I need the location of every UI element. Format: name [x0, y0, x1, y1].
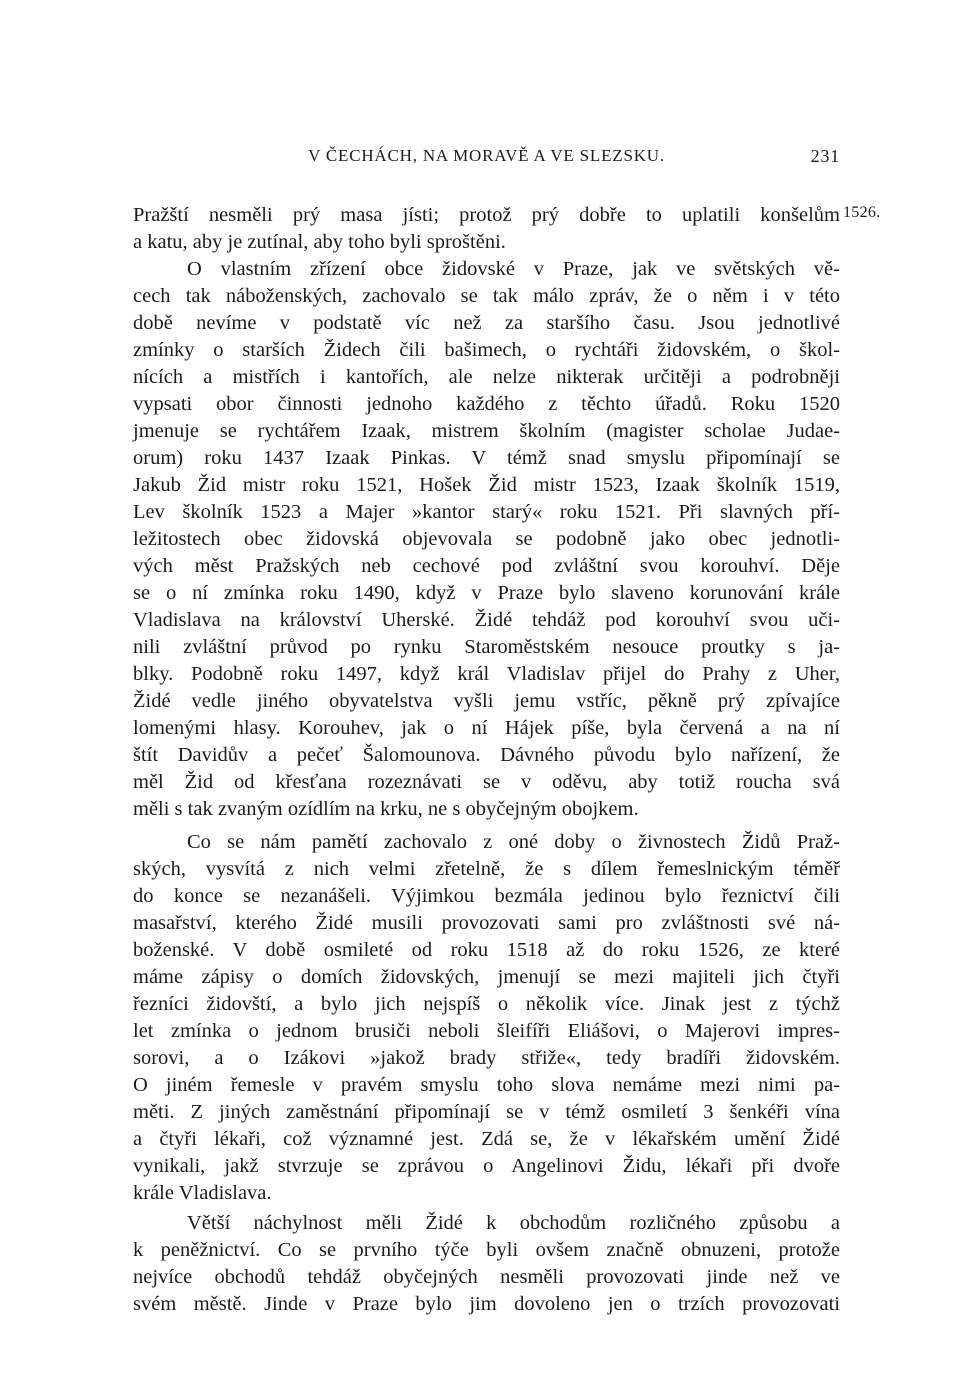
text-line: štít Davidův a pečeť Šalomounova. Dávného původu bylo nařízení, že: [133, 744, 840, 766]
text-line: měli s tak zvaným ozídlím na krku, ne s obyčejným obojkem.: [133, 798, 639, 820]
text-line: boženské. V době osmileté od roku 1518 až do roku 1526, ze které: [133, 939, 840, 961]
text-line: a čtyři lékaři, což významné jest. Zdá se, že v lékařském umění Židé: [133, 1128, 840, 1150]
page-header: [133, 146, 840, 170]
text-line: nících a mistřích i kantořích, ale nelze nikterak určitěji a podrobněji: [133, 366, 840, 388]
text-line: zmínky o starších Židech čili bašimech, o rychtáři židovském, o škol-: [133, 339, 840, 361]
text-line: cech tak náboženských, zachovalo se tak málo zpráv, že o něm i v této: [133, 285, 840, 307]
text-line: nili zvláštní průvod po rynku Staroměstském nesouce proutky s ja-: [133, 636, 840, 658]
text-line: Jakub Žid mistr roku 1521, Hošek Žid mistr 1523, Izaak školník 1519,: [133, 474, 840, 496]
text-line: měl Žid od křesťana rozeznávati se v oděvu, aby totiž roucha svá: [133, 771, 840, 793]
text-line: O vlastním zřízení obce židovské v Praze, jak ve světských vě-: [187, 258, 840, 280]
text-line: řezníci židovští, a bylo jich nejspíš o několik více. Jinak jest z týchž: [133, 993, 840, 1015]
text-line: a katu, aby je zutínal, aby toho byli sproštěni.: [133, 231, 506, 253]
running-title: V ČECHÁCH, NA MORAVĚ A VE SLEZSKU.: [308, 146, 665, 165]
text-line: Větší náchylnost měli Židé k obchodům rozličného způsobu a: [187, 1212, 840, 1234]
text-line: Pražští nesměli prý masa jísti; protož prý dobře to uplatili konšelům: [133, 204, 840, 226]
text-line: vypsati obor činnosti jednoho každého z těchto úřadů. Roku 1520: [133, 393, 840, 415]
text-line: sorovi, a o Izákovi »jakož brady střiže«, tedy bradíři židovském.: [133, 1047, 840, 1069]
text-line: blky. Podobně roku 1497, když král Vladislav přijel do Prahy z Uher,: [133, 663, 840, 685]
text-line: svém městě. Jinde v Praze bylo jim dovoleno jen o trzích provozovati: [133, 1293, 840, 1315]
text-line: jmenuje se rychtářem Izaak, mistrem školním (magister scholae Judae-: [133, 420, 840, 442]
text-line: době nevíme v podstatě víc než za staršího času. Jsou jednotlivé: [133, 312, 840, 334]
text-line: ležitostech obec židovská objevovala se podobně jako obec jednotli-: [133, 528, 840, 550]
text-line: O jiném řemesle v pravém smyslu toho slova nemáme mezi nimi pa-: [133, 1074, 840, 1096]
text-line: Co se nám pamětí zachovalo z oné doby o živnostech Židů Praž-: [187, 831, 840, 853]
text-line: lomenými hlasy. Korouhev, jak o ní Hájek píše, byla červená a na ní: [133, 717, 840, 739]
text-line: nejvíce obchodů tehdáž obyčejných nesměli provozovati jinde než ve: [133, 1266, 840, 1288]
text-line: měti. Z jiných zaměstnání připomínají se v témž osmiletí 3 šenkéři vína: [133, 1101, 840, 1123]
text-line: vých měst Pražských neb cechové pod zvláštní svou korouhví. Děje: [133, 555, 840, 577]
text-line: orum) roku 1437 Izaak Pinkas. V témž snad smyslu připomínají se: [133, 447, 840, 469]
text-line: let zmínka o jednom brusiči neboli šleifíři Eliášovi, o Majerovi impres-: [133, 1020, 840, 1042]
text-line: Židé vedle jiného obyvatelstva vyšli jemu vstříc, pěkně prý zpívajíce: [133, 690, 840, 712]
page-number: 231: [810, 146, 840, 166]
text-line: Vladislava na království Uherské. Židé tehdáž pod korouhví svou uči-: [133, 609, 840, 631]
text-line: krále Vladislava.: [133, 1182, 272, 1204]
text-line: masařství, kterého Židé musili provozovati sami pro zvláštnosti své ná-: [133, 912, 840, 934]
text-line: máme zápisy o domích židovských, jmenují se mezi majiteli jich čtyři: [133, 966, 840, 988]
text-line: k peněžnictví. Co se prvního týče byli ovšem značně obnuzeni, protože: [133, 1239, 840, 1261]
text-line: vynikali, jakž stvrzuje se zprávou o Angelinovi Židu, lékaři při dvoře: [133, 1155, 840, 1177]
text-line: ských, vysvítá z nich velmi zřetelně, že s dílem řemeslnickým téměř: [133, 858, 840, 880]
text-line: Lev školník 1523 a Majer »kantor starý« roku 1521. Při slavných pří-: [133, 501, 840, 523]
text-line: do konce se nezanášeli. Výjimkou bezmála jedinou bylo řeznictví čili: [133, 885, 840, 907]
text-line: se o ní zmínka roku 1490, když v Praze bylo slaveno korunování krále: [133, 582, 840, 604]
margin-note-year: 1526.: [843, 204, 881, 221]
